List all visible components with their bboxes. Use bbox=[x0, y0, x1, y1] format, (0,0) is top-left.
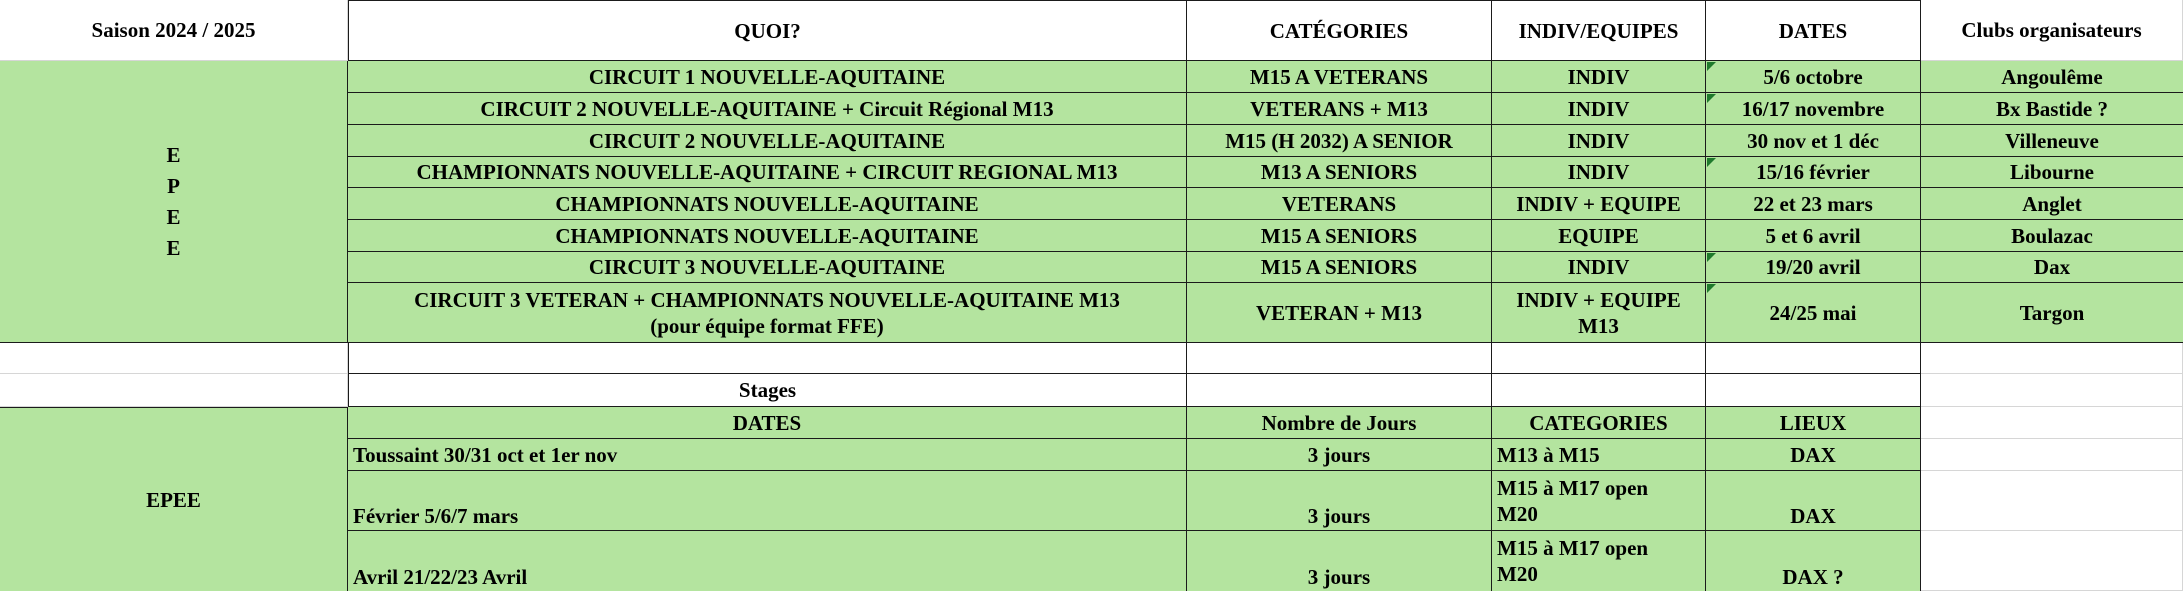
stages-header-categories: CATEGORIES bbox=[1492, 407, 1706, 439]
competition-indiv: INDIV bbox=[1492, 157, 1706, 188]
empty-cell bbox=[1187, 343, 1492, 374]
competition-date: 15/16 février bbox=[1706, 157, 1921, 188]
stage-dates: Avril 21/22/23 Avril bbox=[348, 531, 1187, 591]
empty-cell bbox=[1706, 343, 1921, 374]
competition-club: Angoulême bbox=[1921, 61, 2183, 93]
competition-quoi: CIRCUIT 3 VETERAN + CHAMPIONNATS NOUVELLE-AQUITAINE M13 (pour équipe format FFE) bbox=[348, 283, 1187, 342]
competition-date: 19/20 avril bbox=[1706, 252, 1921, 283]
competition-quoi: CHAMPIONNATS NOUVELLE-AQUITAINE + CIRCUIT REGIONAL M13 bbox=[348, 157, 1187, 188]
competition-category: M15 A SENIORS bbox=[1187, 220, 1492, 252]
stage-lieu: DAX ? bbox=[1706, 531, 1921, 591]
comment-marker-icon bbox=[1707, 62, 1716, 71]
stage-category: M15 à M17 open M20 bbox=[1492, 471, 1706, 531]
stage-dates: Février 5/6/7 mars bbox=[348, 471, 1187, 531]
stages-weapon-cell: EPEE bbox=[0, 407, 348, 591]
competition-quoi: CIRCUIT 3 NOUVELLE-AQUITAINE bbox=[348, 252, 1187, 283]
competition-club: Boulazac bbox=[1921, 220, 2183, 252]
stage-category: M13 à M15 bbox=[1492, 439, 1706, 471]
comment-marker-icon bbox=[1707, 253, 1716, 262]
competition-date: 5/6 octobre bbox=[1706, 61, 1921, 93]
comment-marker-icon bbox=[1707, 284, 1716, 293]
stage-lieu: DAX bbox=[1706, 471, 1921, 531]
comment-marker-icon bbox=[1707, 158, 1716, 167]
competition-indiv: INDIV + EQUIPE bbox=[1492, 188, 1706, 220]
header-quoi: QUOI? bbox=[348, 0, 1187, 61]
weapon-letters: E P E E bbox=[166, 142, 181, 260]
competition-indiv: EQUIPE bbox=[1492, 220, 1706, 252]
empty-cell bbox=[1921, 471, 2183, 531]
competition-date: 30 nov et 1 déc bbox=[1706, 125, 1921, 157]
stage-category: M15 à M17 open M20 bbox=[1492, 531, 1706, 591]
empty-cell bbox=[0, 343, 348, 374]
empty-cell bbox=[1706, 374, 1921, 407]
competition-quoi: CIRCUIT 2 NOUVELLE-AQUITAINE + Circuit Régional M13 bbox=[348, 93, 1187, 125]
competition-indiv: INDIV bbox=[1492, 125, 1706, 157]
stages-header-lieux: LIEUX bbox=[1706, 407, 1921, 439]
empty-cell bbox=[1921, 531, 2183, 591]
stage-jours: 3 jours bbox=[1187, 531, 1492, 591]
empty-cell bbox=[1921, 407, 2183, 439]
header-clubs: Clubs organisateurs bbox=[1921, 0, 2183, 61]
competition-date: 16/17 novembre bbox=[1706, 93, 1921, 125]
competition-category: VETERANS bbox=[1187, 188, 1492, 220]
competition-club: Villeneuve bbox=[1921, 125, 2183, 157]
empty-cell bbox=[1187, 374, 1492, 407]
competition-club: Libourne bbox=[1921, 157, 2183, 188]
weapon-epee-cell bbox=[0, 61, 348, 342]
header-dates: DATES bbox=[1706, 0, 1921, 61]
competition-quoi: CIRCUIT 1 NOUVELLE-AQUITAINE bbox=[348, 61, 1187, 93]
competition-indiv: INDIV bbox=[1492, 93, 1706, 125]
competition-quoi: CHAMPIONNATS NOUVELLE-AQUITAINE bbox=[348, 220, 1187, 252]
stages-header-dates: DATES bbox=[348, 407, 1187, 439]
competition-category: M15 (H 2032) A SENIOR bbox=[1187, 125, 1492, 157]
competition-club: Targon bbox=[1921, 283, 2183, 342]
stage-dates: Toussaint 30/31 oct et 1er nov bbox=[348, 439, 1187, 471]
empty-cell bbox=[1921, 439, 2183, 471]
competition-category: M13 A SENIORS bbox=[1187, 157, 1492, 188]
competition-category: M15 A VETERANS bbox=[1187, 61, 1492, 93]
stage-jours: 3 jours bbox=[1187, 439, 1492, 471]
competition-indiv: INDIV bbox=[1492, 252, 1706, 283]
empty-cell bbox=[0, 374, 348, 407]
competition-category: M15 A SENIORS bbox=[1187, 252, 1492, 283]
empty-cell bbox=[1492, 374, 1706, 407]
header-season: Saison 2024 / 2025 bbox=[0, 0, 348, 61]
stage-lieu: DAX bbox=[1706, 439, 1921, 471]
stages-header-jours: Nombre de Jours bbox=[1187, 407, 1492, 439]
competition-club: Anglet bbox=[1921, 188, 2183, 220]
competition-date: 5 et 6 avril bbox=[1706, 220, 1921, 252]
competition-category: VETERAN + M13 bbox=[1187, 283, 1492, 342]
empty-cell bbox=[1921, 343, 2183, 374]
competition-club: Dax bbox=[1921, 252, 2183, 283]
stage-jours: 3 jours bbox=[1187, 471, 1492, 531]
competition-indiv: INDIV bbox=[1492, 61, 1706, 93]
comment-marker-icon bbox=[1707, 94, 1716, 103]
competition-club: Bx Bastide ? bbox=[1921, 93, 2183, 125]
empty-cell bbox=[1921, 374, 2183, 407]
stages-title: Stages bbox=[348, 374, 1187, 407]
competition-quoi: CHAMPIONNATS NOUVELLE-AQUITAINE bbox=[348, 188, 1187, 220]
competition-date: 24/25 mai bbox=[1706, 283, 1921, 342]
header-categories: CATÉGORIES bbox=[1187, 0, 1492, 61]
empty-cell bbox=[348, 343, 1187, 374]
header-indiv: INDIV/EQUIPES bbox=[1492, 0, 1706, 61]
empty-cell bbox=[1492, 343, 1706, 374]
competition-indiv: INDIV + EQUIPE M13 bbox=[1492, 283, 1706, 342]
competition-date: 22 et 23 mars bbox=[1706, 188, 1921, 220]
competition-quoi: CIRCUIT 2 NOUVELLE-AQUITAINE bbox=[348, 125, 1187, 157]
competition-category: VETERANS + M13 bbox=[1187, 93, 1492, 125]
